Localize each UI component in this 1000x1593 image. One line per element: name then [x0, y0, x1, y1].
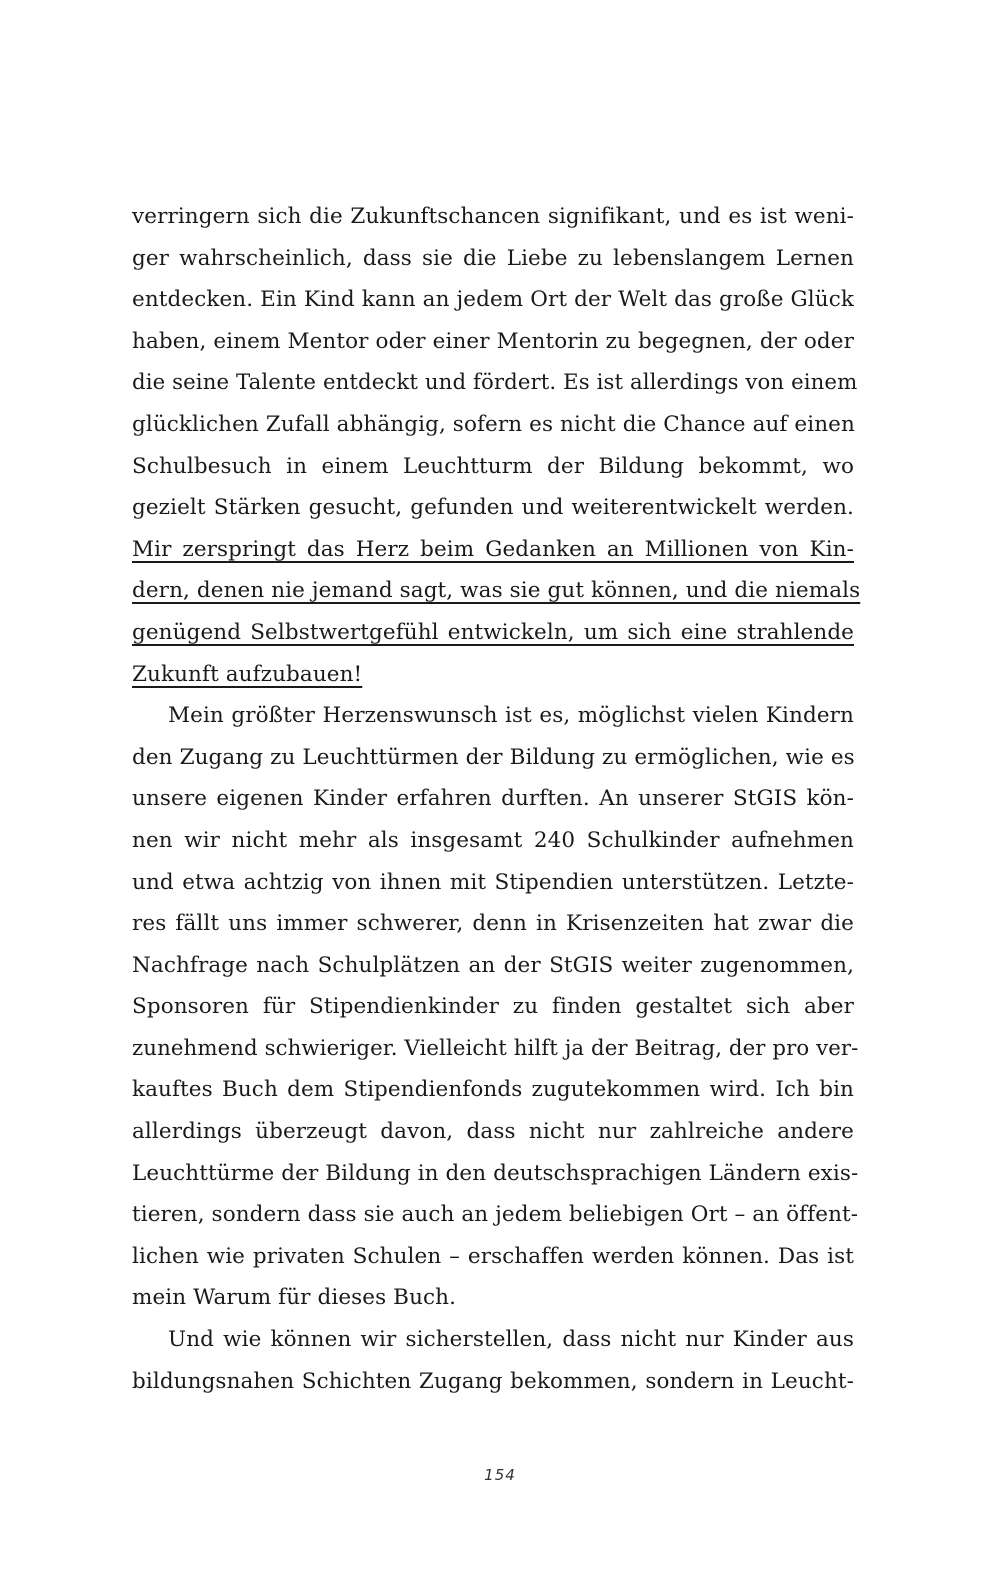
text-line: kauftes Buch dem Stipendienfonds zugutekommen wird. Ich bin: [132, 1077, 854, 1103]
underlined-text-line: dern, denen nie jemand sagt, was sie gut können, und die niemals: [132, 578, 861, 604]
text-line: nen wir nicht mehr als insgesamt 240 Schulkinder aufnehmen: [132, 827, 854, 853]
text-line: Nachfrage nach Schulplätzen an der StGIS weiter zugenommen,: [132, 952, 854, 978]
underlined-text-line: Mir zerspringt das Herz beim Gedanken an Millionen von Kin-: [132, 536, 854, 562]
text-line: haben, einem Mentor oder einer Mentorin zu begegnen, der oder: [132, 328, 854, 354]
underlined-text-line-last: [132, 654, 854, 696]
text-line: verringern sich die Zukunftschancen signifikant, und es ist weni-: [132, 204, 854, 229]
text-line: Leuchttürme der Bildung in den deutschsprachigen Ländern exis-: [132, 1160, 859, 1186]
text-line: tieren, sondern dass sie auch an jedem beliebigen Ort – an öffent-: [132, 1202, 859, 1228]
text-line: lichen wie privaten Schulen – erschaffen werden können. Das ist: [132, 1243, 854, 1269]
text-line-paragraph-start: Mein größter Herzenswunsch ist es, möglichst vielen Kindern: [168, 703, 854, 729]
text-line: entdecken. Ein Kind kann an jedem Ort der Welt das große Glück: [132, 287, 854, 313]
page-number: 154: [484, 1466, 516, 1484]
text-line: unsere eigenen Kinder erfahren durften. An unserer StGIS kön-: [132, 786, 854, 812]
text-line-paragraph-end: mein Warum für dieses Buch.: [132, 1285, 457, 1311]
text-line: Sponsoren für Stipendienkinder zu finden gestaltet sich aber: [132, 994, 854, 1020]
text-line: allerdings überzeugt davon, dass nicht nur zahlreiche andere: [132, 1119, 854, 1145]
text-line: zunehmend schwieriger. Vielleicht hilft ja der Beitrag, der pro ver-: [132, 1035, 859, 1061]
text-line: und etwa achtzig von ihnen mit Stipendien unterstützen. Letzte-: [132, 869, 854, 895]
text-line-paragraph-start: Und wie können wir sicherstellen, dass nicht nur Kinder aus: [168, 1327, 854, 1353]
underlined-text-line: genügend Selbstwertgefühl entwickeln, um sich eine strahlende: [132, 619, 854, 645]
text-line: die seine Talente entdeckt und fördert. Es ist allerdings von einem: [132, 370, 858, 396]
text-line: den Zugang zu Leuchttürmen der Bildung zu ermöglichen, wie es: [132, 744, 855, 770]
text-line: Schulbesuch in einem Leuchtturm der Bildung bekommt, wo: [132, 453, 854, 479]
text-line: gezielt Stärken gesucht, gefunden und weiterentwickelt werden.: [132, 495, 854, 521]
body-text: [132, 196, 861, 1402]
text-line: ger wahrscheinlich, dass sie die Liebe zu lebenslangem Lernen: [132, 245, 854, 271]
text-line: glücklichen Zufall abhängig, sofern es nicht die Chance auf einen: [132, 411, 855, 437]
underlined-text-fragment: Zukunft aufzubauen!: [132, 661, 363, 687]
text-line: res fällt uns immer schwerer, denn in Krisenzeiten hat zwar die: [132, 911, 854, 937]
text-line: bildungsnahen Schichten Zugang bekommen, sondern in Leucht-: [132, 1368, 854, 1394]
